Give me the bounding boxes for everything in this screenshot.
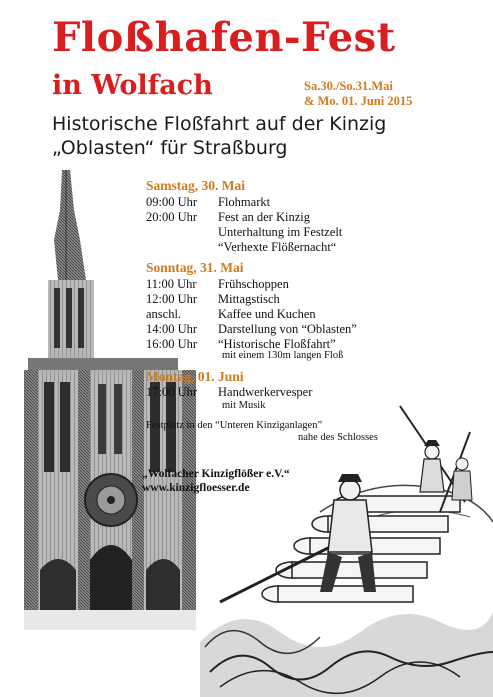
- schedule-desc: Flohmarkt: [218, 195, 271, 209]
- schedule-time: anschl.: [146, 307, 182, 321]
- schedule-desc: Frühschoppen: [218, 277, 289, 291]
- schedule-desc: Handwerkervesper: [218, 385, 313, 399]
- schedule-time: 09:00 Uhr: [146, 195, 198, 209]
- intro-text: [52, 112, 386, 160]
- schedule-row: [146, 225, 416, 241]
- event-dates-line1: Sa.30./So.31.Mai: [304, 79, 393, 93]
- schedule-row: [146, 292, 416, 308]
- schedule-row: [146, 385, 416, 401]
- day-heading-monday: Montag, 01. Juni: [146, 369, 244, 384]
- event-location: in Wolfach: [52, 70, 213, 101]
- schedule-time: 16:00 Uhr: [146, 337, 198, 351]
- schedule-note: mit einem 130m langen Floß: [222, 350, 344, 361]
- schedule-row: [146, 195, 416, 211]
- schedule-desc: Darstellung von “Oblasten”: [218, 322, 357, 336]
- schedule-row: [146, 307, 416, 323]
- schedule-desc: Fest an der Kinzig: [218, 210, 310, 224]
- schedule-desc: Unterhaltung im Festzelt: [218, 225, 343, 239]
- schedule-time: 17:00 Uhr: [146, 385, 198, 399]
- event-dates-line2: & Mo. 01. Juni 2015: [304, 94, 413, 108]
- schedule-row: [146, 277, 416, 293]
- schedule-desc: “Historische Floßfahrt”: [218, 337, 336, 351]
- event-dates: [304, 79, 412, 109]
- intro-line1: Historische Floßfahrt auf der Kinzig: [52, 113, 387, 135]
- venue-line2: nahe des Schlosses: [298, 432, 378, 443]
- schedule-desc: Kaffee und Kuchen: [218, 307, 316, 321]
- schedule-desc: “Verhexte Flößernacht“: [218, 240, 337, 254]
- venue-line1: Festplatz in den “Unteren Kinziganlagen”: [146, 420, 323, 431]
- schedule-time: 12:00 Uhr: [146, 292, 198, 306]
- schedule-note: mit Musik: [222, 400, 266, 411]
- schedule-row: [146, 240, 416, 256]
- organizer-website: www.kinzigfloesser.de: [142, 482, 250, 494]
- event-title: Floßhafen-Fest: [52, 14, 396, 61]
- schedule-time: 11:00 Uhr: [146, 277, 197, 291]
- day-heading-saturday: Samstag, 30. Mai: [146, 178, 245, 193]
- schedule-row: [146, 322, 416, 338]
- organizer-name: „Wolfacher Kinzigflößer e.V.“: [142, 468, 290, 480]
- schedule-desc: Mittagstisch: [218, 292, 280, 306]
- intro-line2: „Oblasten“ für Straßburg: [52, 137, 288, 159]
- schedule-row: [146, 210, 416, 226]
- day-heading-sunday: Sonntag, 31. Mai: [146, 260, 244, 275]
- schedule-time: 14:00 Uhr: [146, 322, 198, 336]
- schedule-time: 20:00 Uhr: [146, 210, 198, 224]
